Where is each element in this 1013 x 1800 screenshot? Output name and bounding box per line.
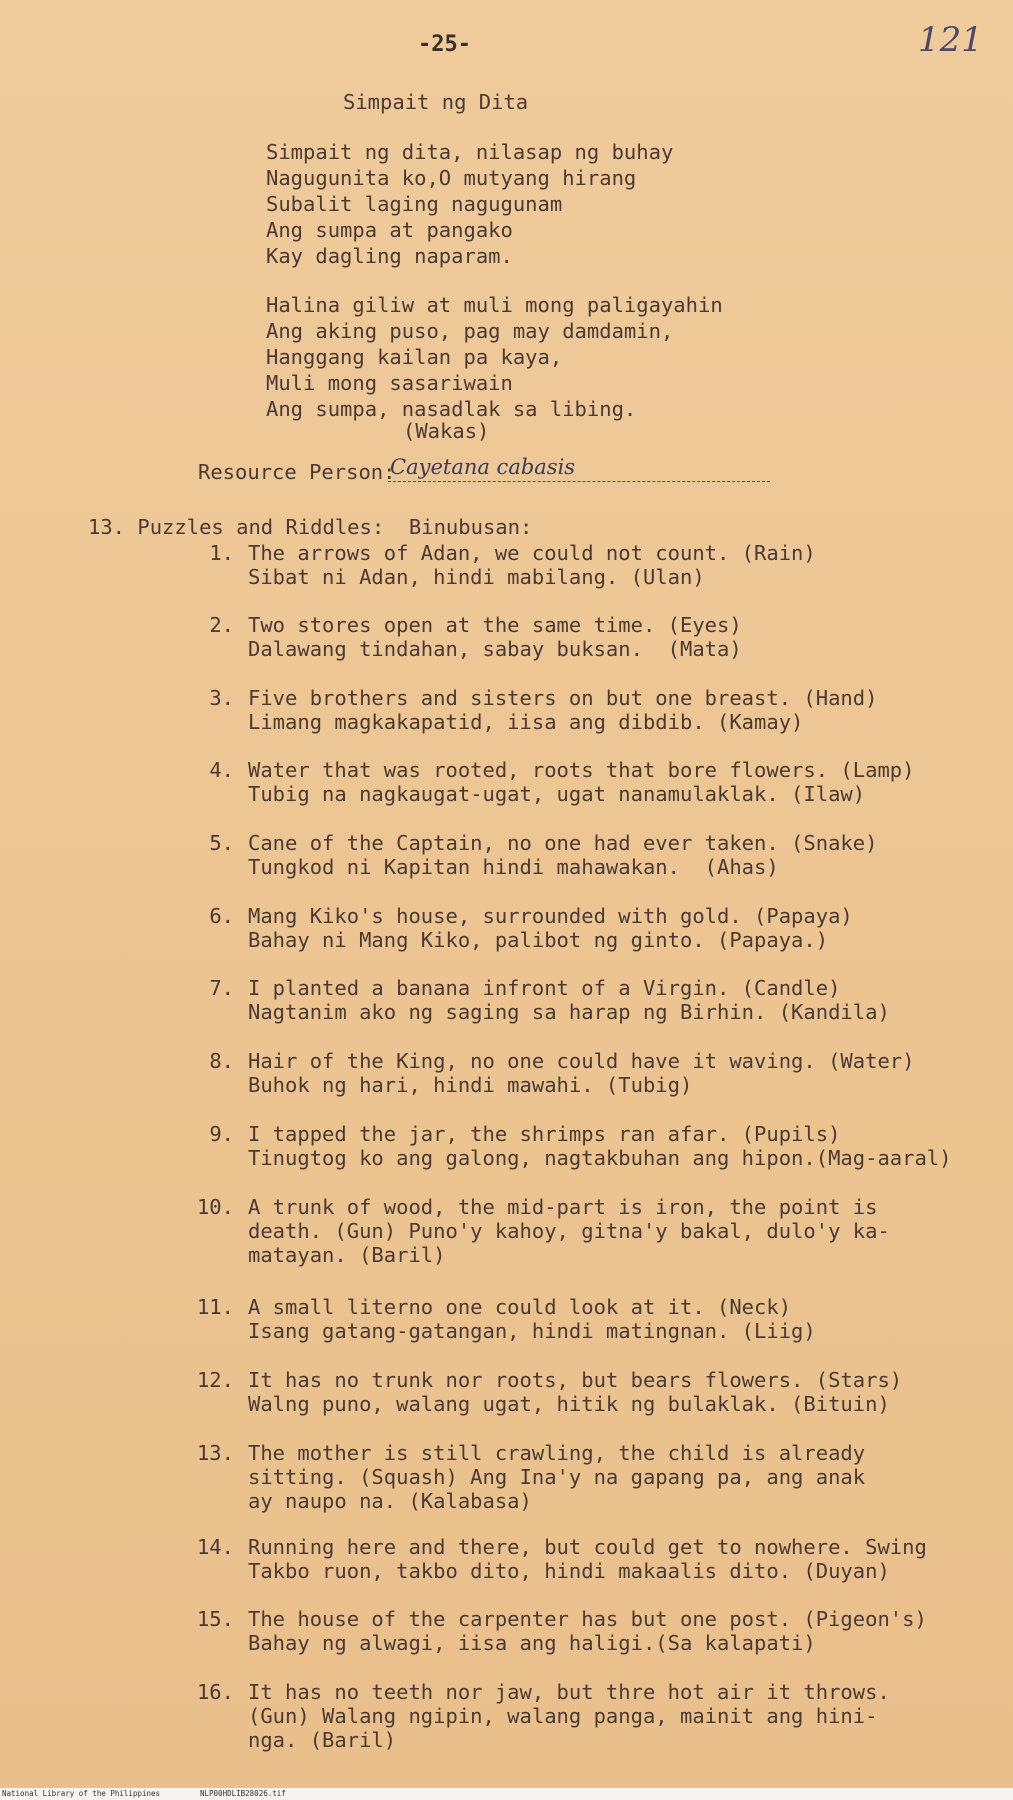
riddle-line: ay naupo na. (Kalabasa)	[248, 1489, 532, 1513]
riddle-line: Five brothers and sisters on but one breast. (Hand)	[248, 686, 878, 710]
poem-line: Ang aking puso, pag may damdamin,	[266, 319, 674, 343]
poem-end: (Wakas)	[403, 419, 490, 443]
riddle-number: 5.	[209, 831, 234, 855]
riddle-number: 11.	[196, 1295, 234, 1319]
poem-line: Nagugunita ko,O mutyang hirang	[266, 166, 637, 190]
riddle-line: Buhok ng hari, hindi mawahi. (Tubig)	[248, 1073, 693, 1097]
footer-filename: NLP00HDLIB28026.tif	[200, 1789, 286, 1798]
riddle-number: 1.	[209, 541, 234, 565]
riddle-line: A trunk of wood, the mid-part is iron, the point is	[248, 1195, 878, 1219]
riddle-line: Nagtanim ako ng saging sa harap ng Birhin. (Kandila)	[248, 1000, 890, 1024]
section-title: 13. Puzzles and Riddles: Binubusan:	[88, 515, 533, 539]
poem-line: Kay dagling naparam.	[266, 244, 513, 268]
riddle-line: Water that was rooted, roots that bore flowers. (Lamp)	[248, 758, 915, 782]
riddle-line: (Gun) Walang ngipin, walang panga, mainit ang hini-	[248, 1704, 878, 1728]
riddle-line: Dalawang tindahan, sabay buksan. (Mata)	[248, 637, 742, 661]
poem-line: Halina giliw at muli mong paligayahin	[266, 293, 723, 317]
poem-line: Hanggang kailan pa kaya,	[266, 345, 563, 369]
footer-bar	[0, 1788, 1013, 1800]
riddle-line: It has no teeth nor jaw, but thre hot air it throws.	[248, 1680, 890, 1704]
riddle-line: I planted a banana infront of a Virgin. (Candle)	[248, 976, 841, 1000]
riddle-number: 2.	[209, 613, 234, 637]
riddle-number: 10.	[196, 1195, 234, 1219]
riddle-line: nga. (Baril)	[248, 1728, 397, 1752]
riddle-line: Cane of the Captain, no one had ever taken. (Snake)	[248, 831, 878, 855]
riddle-line: Takbo ruon, takbo dito, hindi makaalis dito. (Duyan)	[248, 1559, 890, 1583]
poem-title: Simpait ng Dita	[343, 90, 529, 114]
riddle-number: 6.	[209, 904, 234, 928]
poem-line: Ang sumpa at pangako	[266, 218, 513, 242]
riddle-line: Running here and there, but could get to nowhere. Swing	[248, 1535, 927, 1559]
riddle-line: Tungkod ni Kapitan hindi mahawakan. (Ahas)	[248, 855, 779, 879]
riddle-line: A small literno one could look at it. (Neck)	[248, 1295, 792, 1319]
riddle-number: 16.	[196, 1680, 234, 1704]
riddle-line: I tapped the jar, the shrimps ran afar. (Pupils)	[248, 1122, 841, 1146]
footer-source: National Library of the Philippines	[2, 1789, 161, 1798]
riddle-number: 7.	[209, 976, 234, 1000]
poem-line: Muli mong sasariwain	[266, 371, 513, 395]
page-number: -25-	[418, 32, 471, 57]
riddle-number: 12.	[196, 1368, 234, 1392]
riddle-line: The mother is still crawling, the child is already	[248, 1441, 866, 1465]
riddle-line: sitting. (Squash) Ang Ina'y na gapang pa, ang anak	[248, 1465, 866, 1489]
riddle-number: 9.	[209, 1122, 234, 1146]
riddle-line: The arrows of Adan, we could not count. (Rain)	[248, 541, 816, 565]
riddle-line: Isang gatang-gatangan, hindi matingnan. (Liig)	[248, 1319, 816, 1343]
poem-line: Subalit laging nagugunam	[266, 192, 563, 216]
resource-person-label: Resource Person:	[198, 460, 396, 484]
resource-person-signature: Cayetana cabasis	[390, 455, 576, 479]
riddle-line: Tubig na nagkaugat-ugat, ugat nanamulaklak. (Ilaw)	[248, 782, 866, 806]
riddle-line: It has no trunk nor roots, but bears flowers. (Stars)	[248, 1368, 903, 1392]
riddle-line: Two stores open at the same time. (Eyes)	[248, 613, 742, 637]
riddle-line: Mang Kiko's house, surrounded with gold. (Papaya)	[248, 904, 853, 928]
riddle-line: matayan. (Baril)	[248, 1243, 446, 1267]
riddle-number: 15.	[196, 1607, 234, 1631]
riddle-line: Tinugtog ko ang galong, nagtakbuhan ang hipon.(Mag-aaral)	[248, 1146, 952, 1170]
riddle-line: Bahay ni Mang Kiko, palibot ng ginto. (Papaya.)	[248, 928, 829, 952]
riddle-line: The house of the carpenter has but one post. (Pigeon's)	[248, 1607, 927, 1631]
riddle-line: death. (Gun) Puno'y kahoy, gitna'y bakal, dulo'y ka-	[248, 1219, 890, 1243]
riddle-line: Walng puno, walang ugat, hitik ng bulaklak. (Bituin)	[248, 1392, 890, 1416]
riddle-line: Limang magkakapatid, iisa ang dibdib. (Kamay)	[248, 710, 804, 734]
riddle-line: Bahay ng alwagi, iisa ang haligi.(Sa kalapati)	[248, 1631, 816, 1655]
riddle-number: 14.	[196, 1535, 234, 1559]
riddle-number: 13.	[196, 1441, 234, 1465]
poem-line: Ang sumpa, nasadlak sa libing.	[266, 397, 637, 421]
signature-line	[388, 481, 770, 482]
stamp-number: 121	[918, 20, 983, 60]
riddle-number: 4.	[209, 758, 234, 782]
riddle-line: Sibat ni Adan, hindi mabilang. (Ulan)	[248, 565, 705, 589]
riddle-number: 3.	[209, 686, 234, 710]
riddle-number: 8.	[209, 1049, 234, 1073]
riddle-line: Hair of the King, no one could have it waving. (Water)	[248, 1049, 915, 1073]
poem-line: Simpait ng dita, nilasap ng buhay	[266, 140, 674, 164]
